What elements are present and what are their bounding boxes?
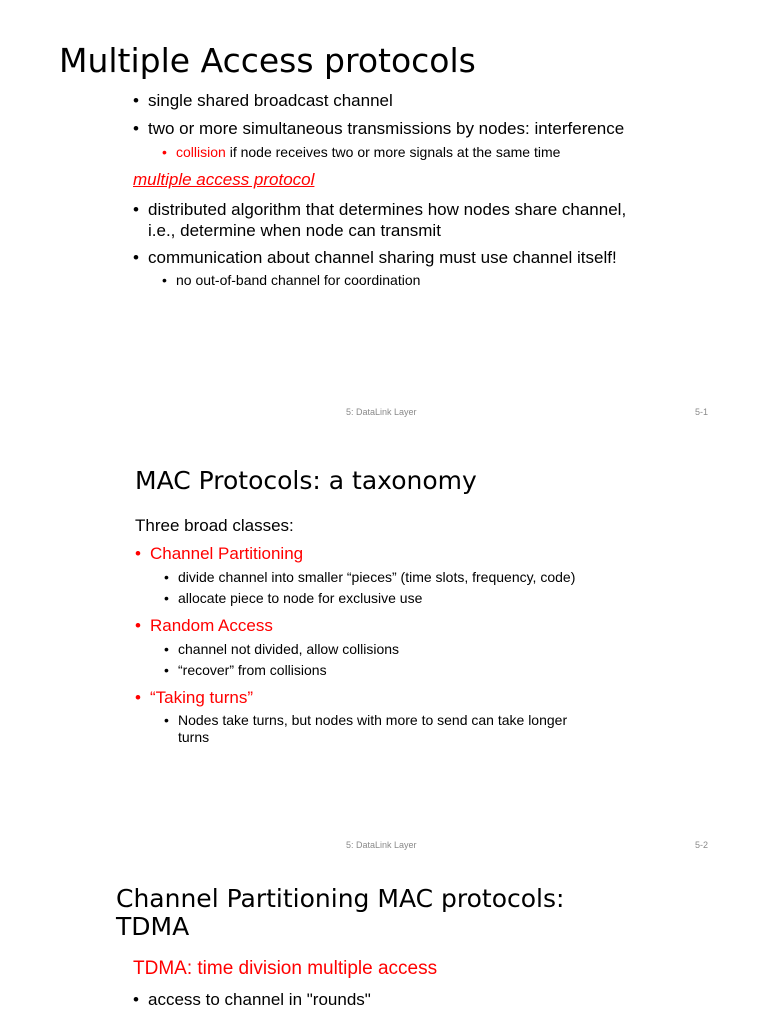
slide3-title: Channel Partitioning MAC protocols: TDMA xyxy=(116,884,565,941)
bullet-dot: • xyxy=(133,248,139,267)
collision-term: collision xyxy=(176,144,226,160)
bullet-dot: • xyxy=(164,662,169,678)
slide1-title: Multiple Access protocols xyxy=(59,41,476,80)
slide1-footer-center: 5: DataLink Layer xyxy=(346,407,417,417)
slide2-class1-sub-1: • divide channel into smaller “pieces” (time slots, frequency, code) xyxy=(164,569,576,585)
bullet-dot: • xyxy=(135,544,141,563)
slide1-sub-collision: • collision if node receives two or more signals at the same time xyxy=(162,144,561,160)
slide2-class2-sub-2: • “recover” from collisions xyxy=(164,662,327,678)
slide2-class-1: • Channel Partitioning xyxy=(135,544,304,563)
bullet-dot: • xyxy=(133,91,139,110)
slide2-class1-sub-2: • allocate piece to node for exclusive use xyxy=(164,590,423,606)
bullet-dot: • xyxy=(164,712,169,728)
bullet-dot: • xyxy=(162,144,167,160)
slide3-subheading: TDMA: time division multiple access xyxy=(133,958,438,979)
slide3-bullet-1: • access to channel in "rounds" xyxy=(133,990,371,1009)
slide1-bullet-1: • single shared broadcast channel xyxy=(133,91,393,110)
bullet-dot: • xyxy=(135,616,141,635)
slide2-class3-sub-1: • Nodes take turns, but nodes with more to send can take longer turns xyxy=(164,712,568,745)
bullet-dot: • xyxy=(133,200,139,219)
slide1-bullet-4: • communication about channel sharing must use channel itself! xyxy=(133,248,617,267)
slide1-mac-heading: multiple access protocol xyxy=(133,170,315,189)
slide1-bullet-2: • two or more simultaneous transmissions by nodes: interference xyxy=(133,119,625,138)
slide2-footer-center: 5: DataLink Layer xyxy=(346,840,417,850)
slide1-sub-oob: • no out-of-band channel for coordination xyxy=(162,272,421,288)
slide1-bullet-3: • distributed algorithm that determines how nodes share channel, i.e., determine when node can transmit xyxy=(133,200,627,240)
bullet-dot: • xyxy=(162,272,167,288)
slide2-class-3: • “Taking turns” xyxy=(135,688,253,707)
slide2-class-2: • Random Access xyxy=(135,616,273,635)
slide2-class2-sub-1: • channel not divided, allow collisions xyxy=(164,641,400,657)
slide2-footer-page: 5-2 xyxy=(695,840,709,850)
slide1-footer-page: 5-1 xyxy=(695,407,709,417)
bullet-dot: • xyxy=(135,688,141,707)
bullet-dot: • xyxy=(164,569,169,585)
bullet-dot: • xyxy=(133,119,139,138)
slide2-title: MAC Protocols: a taxonomy xyxy=(135,466,477,495)
slide2-intro: Three broad classes: xyxy=(135,516,294,535)
bullet-dot: • xyxy=(164,641,169,657)
bullet-dot: • xyxy=(133,990,139,1009)
bullet-dot: • xyxy=(164,590,169,606)
